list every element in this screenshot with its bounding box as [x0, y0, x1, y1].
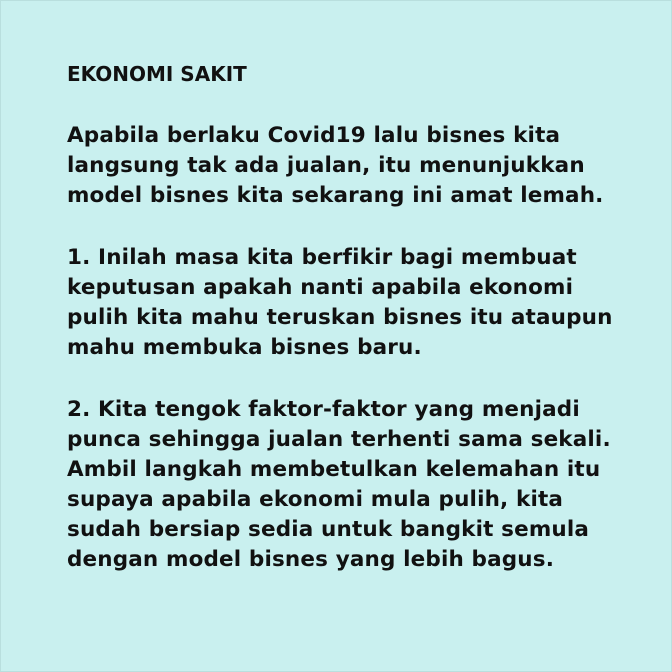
paragraph-intro: [67, 121, 652, 211]
paragraph-line: dengan model bisnes yang lebih bagus.: [67, 547, 555, 572]
paragraph-line: punca sehingga jualan terhenti sama sekali.: [67, 427, 611, 452]
paragraph-line: model bisnes kita sekarang ini amat lemah.: [67, 183, 604, 208]
paragraph-line: langsung tak ada jualan, itu menunjukkan: [67, 153, 585, 178]
paragraph-line: pulih kita mahu teruskan bisnes itu ataupun: [67, 305, 613, 330]
paragraph-line: Apabila berlaku Covid19 lalu bisnes kita: [67, 123, 561, 148]
paragraph-point-2: [67, 395, 652, 575]
post-title: EKONOMI SAKIT: [67, 62, 247, 86]
paragraph-line: 2. Kita tengok faktor-faktor yang menjadi: [67, 397, 580, 422]
paragraph-line: sudah bersiap sedia untuk bangkit semula: [67, 517, 590, 542]
paragraph-line: keputusan apakah nanti apabila ekonomi: [67, 275, 574, 300]
paragraph-line: 1. Inilah masa kita berfikir bagi membuat: [67, 245, 577, 270]
paragraph-line: mahu membuka bisnes baru.: [67, 335, 422, 360]
paragraph-line: Ambil langkah membetulkan kelemahan itu: [67, 457, 601, 482]
paragraph-point-1: [67, 243, 652, 363]
post-content: [67, 59, 652, 575]
paragraph-line: supaya apabila ekonomi mula pulih, kita: [67, 487, 564, 512]
